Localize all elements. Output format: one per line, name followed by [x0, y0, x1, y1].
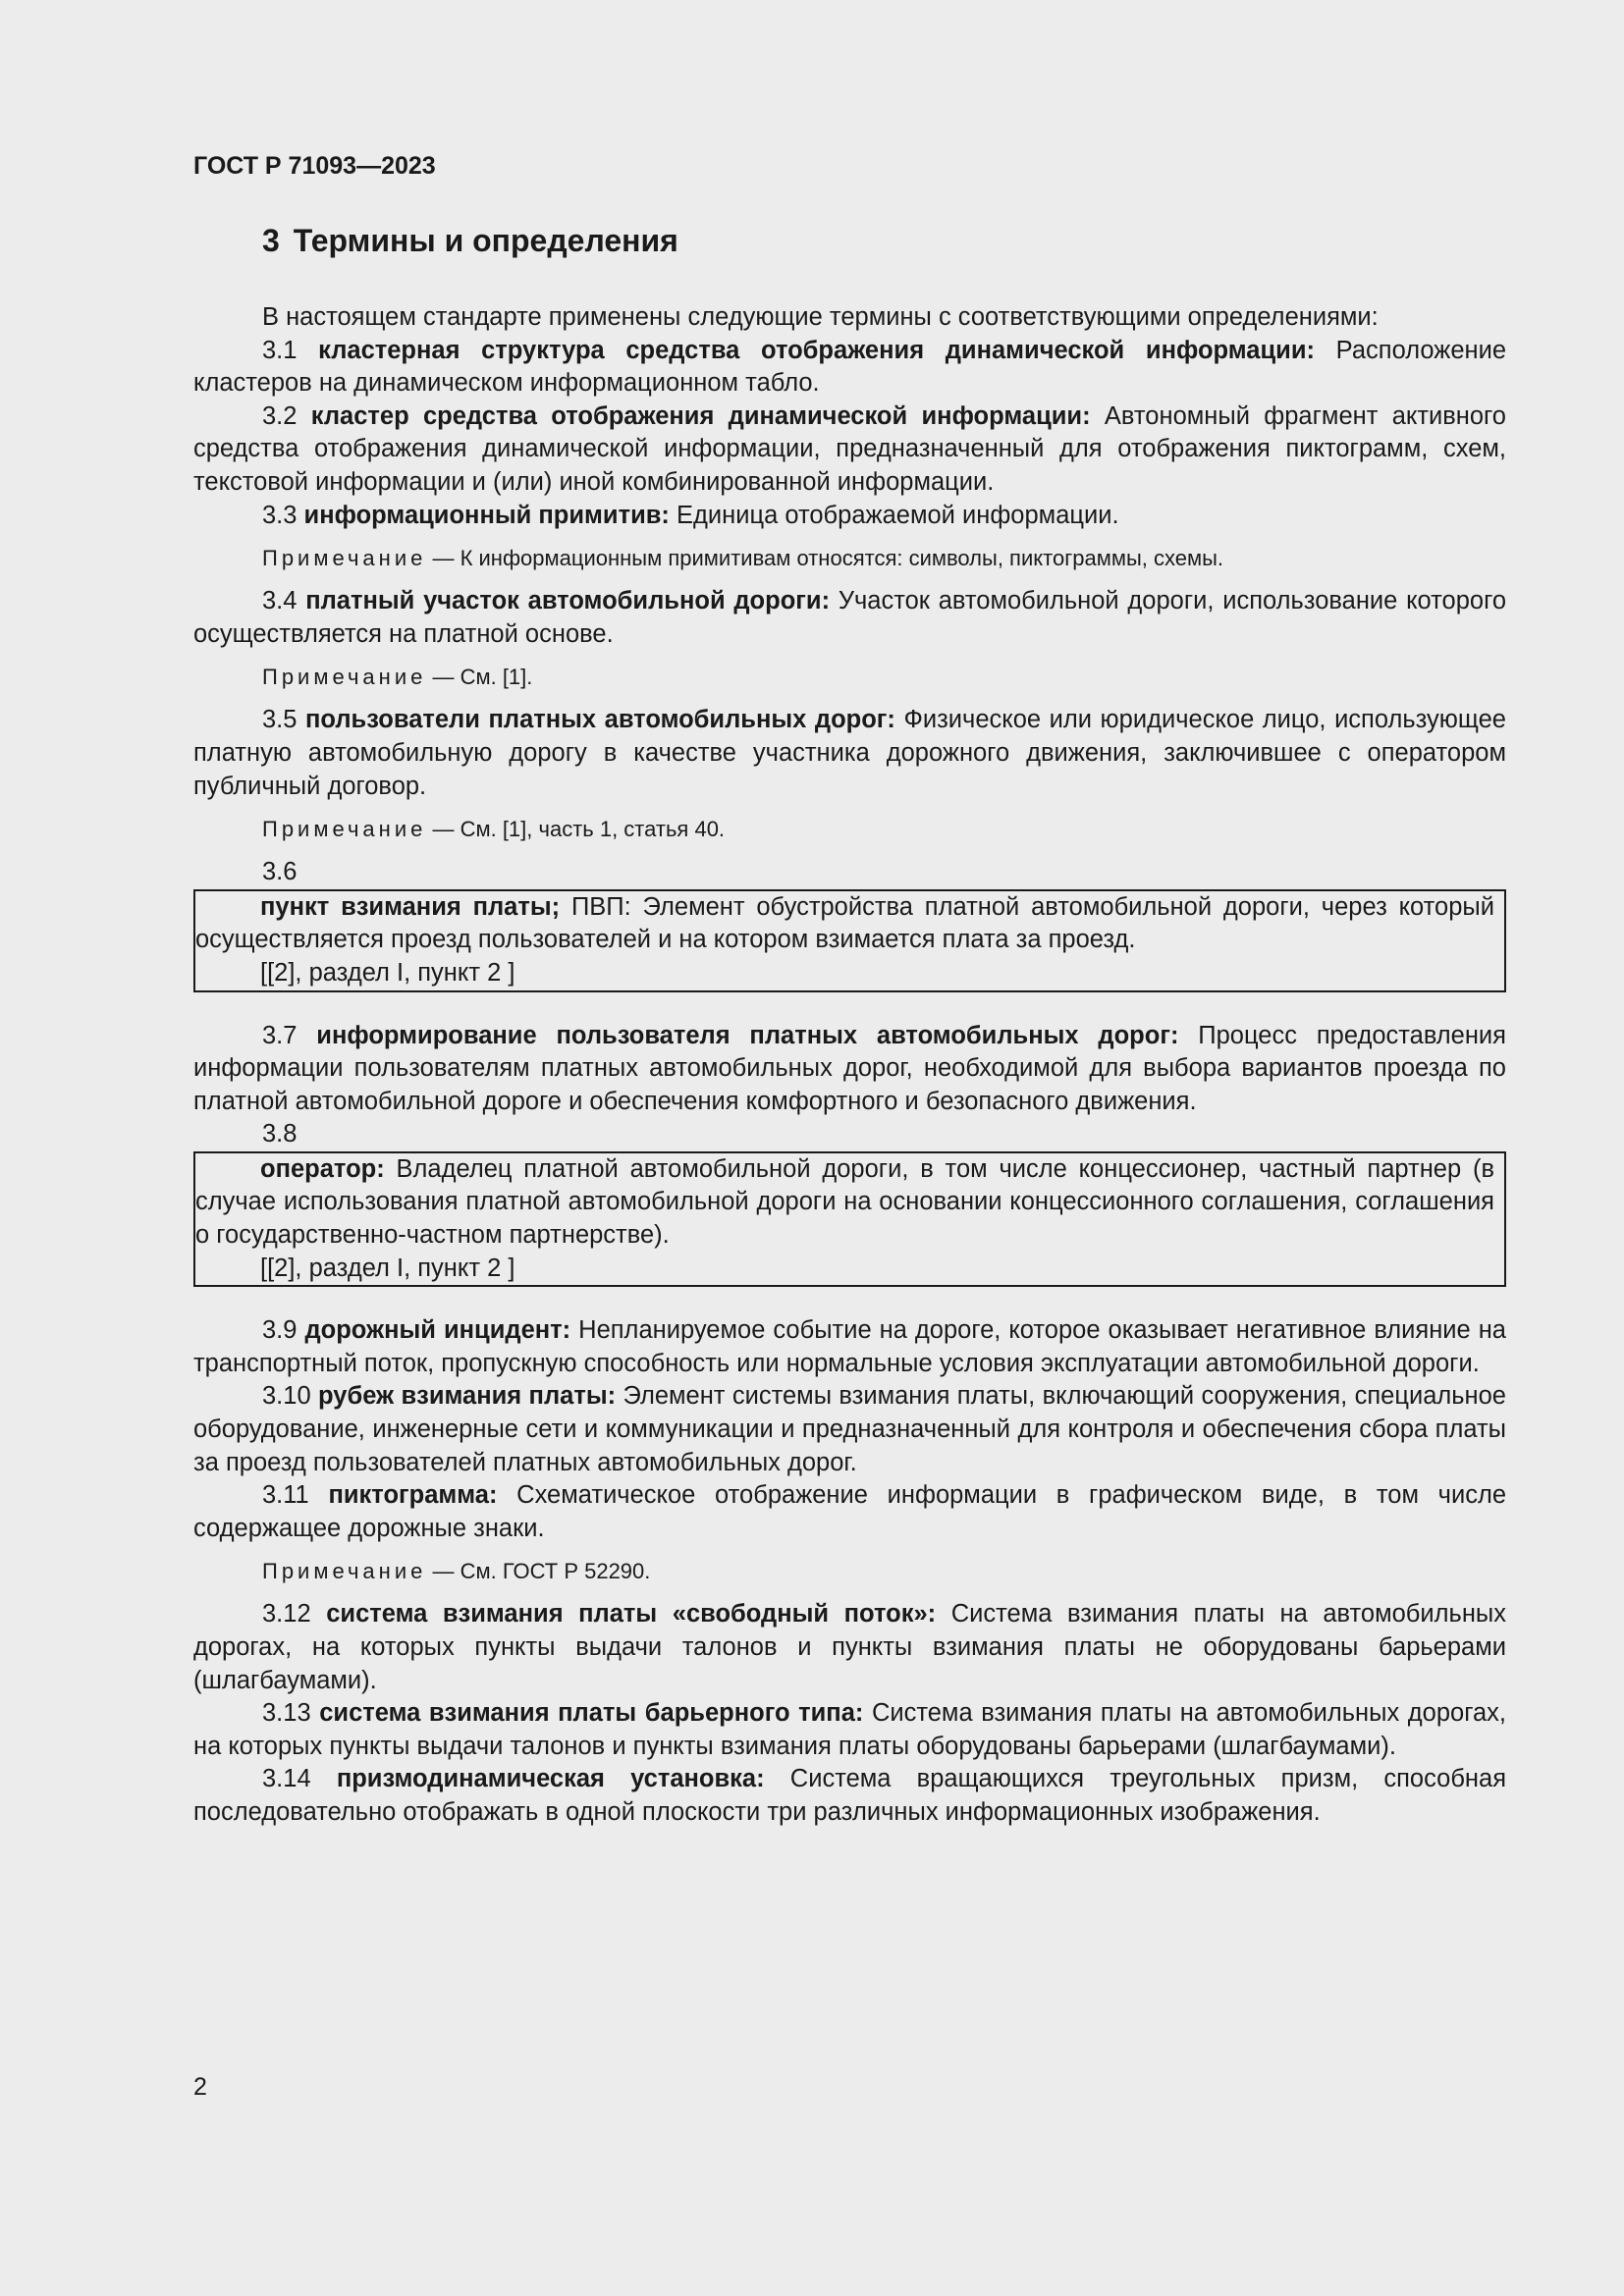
document-code-header: ГОСТ Р 71093—2023 — [193, 152, 436, 180]
term-name: оператор: — [260, 1154, 385, 1183]
term-entry-3-9 — [193, 1314, 1506, 1380]
note-text: — См. ГОСТ Р 52290. — [432, 1559, 651, 1584]
source-reference: [[2], раздел I, пункт 2 ] — [260, 1254, 515, 1282]
entry-number: 3.11 — [262, 1481, 309, 1510]
entry-number: 3.2 — [262, 401, 298, 430]
term-entry-3-3 — [193, 500, 1506, 533]
note-label: Примечание — [262, 665, 427, 690]
boxed-term-3-6 — [193, 889, 1506, 992]
note-text: — См. [1]. — [432, 665, 533, 690]
term-entry-3-4 — [193, 585, 1506, 651]
entry-number: 3.4 — [262, 587, 298, 615]
section-heading — [262, 221, 1506, 260]
term-name: система взимания платы «свободный поток»: — [326, 1600, 937, 1629]
source-reference: [[2], раздел I, пункт 2 ] — [260, 958, 515, 987]
term-definition: Владелец платной автомобильной дороги, в том числе концессионер, частный партнер (в случае использования платной автомобильной дороги на основании концессионного соглашения, соглашения о государственно-частном партнерстве). — [195, 1154, 1495, 1250]
term-entry-3-10 — [193, 1380, 1506, 1479]
entry-number: 3.5 — [262, 706, 298, 734]
term-definition: Система взимания платы на автомобильных дорогах, на которых пункты выдачи талонов и пункты взимания платы оборудованы барьерами (шлагбаумами). — [193, 1699, 1506, 1760]
term-definition: ПВП: Элемент обустройства платной автомобильной дороги, через который осуществляется проезд пользователей и на котором взимается плата за проезд. — [195, 892, 1494, 954]
section-number: 3 — [262, 223, 280, 258]
entry-number-3-8: 3.8 — [262, 1120, 298, 1148]
note-3-4 — [193, 663, 1506, 692]
term-name: пользователи платных автомобильных дорог: — [305, 706, 895, 734]
term-definition: Участок автомобильной дороги, использование которого осуществляется на платной основе. — [193, 587, 1506, 648]
note-3-11 — [193, 1557, 1506, 1586]
term-name: пиктограмма: — [328, 1481, 498, 1510]
term-name: система взимания платы барьерного типа: — [319, 1699, 864, 1728]
term-definition: Физическое или юридическое лицо, использующее платную автомобильную дорогу в качестве участника дорожного движения, заключившее с оператором публичный договор. — [193, 706, 1506, 800]
term-entry-3-7 — [193, 1020, 1506, 1119]
term-definition: Система вращающихся треугольных призм, способная последовательно отображать в одной плоскости три различных информационных изображения. — [193, 1765, 1507, 1826]
term-entry-3-6 — [195, 891, 1494, 957]
entry-number: 3.10 — [262, 1382, 311, 1411]
term-definition: Элемент системы взимания платы, включающий сооружения, специальное оборудование, инженерные сети и коммуникации и предназначенный для контроля и обеспечения сбора платы за проезд пользователей платных автомобильных дорог. — [193, 1382, 1506, 1476]
note-text: — К информационным примитивам относятся: символы, пиктограммы, схемы. — [432, 546, 1224, 571]
page-number: 2 — [193, 2073, 207, 2101]
note-text: — См. [1], часть 1, статья 40. — [432, 817, 726, 842]
term-entry-3-1 — [193, 335, 1506, 400]
entry-number: 3.12 — [262, 1600, 311, 1629]
term-name: дорожный инцидент: — [304, 1316, 571, 1345]
term-definition: Процесс предоставления информации пользователям платных автомобильных дорог, необходимой для выбора вариантов проезда по платной автомобильной дороге и обеспечения комфортного и безопасного движения. — [193, 1021, 1506, 1115]
term-entry-3-8 — [195, 1153, 1494, 1253]
term-name: кластер средства отображения динамической информации: — [310, 401, 1091, 430]
entry-number-3-6: 3.6 — [262, 858, 298, 886]
term-name: призмодинамическая установка: — [336, 1765, 765, 1793]
boxed-term-3-8 — [193, 1151, 1506, 1287]
note-3-5 — [193, 815, 1506, 844]
intro-paragraph: В настоящем стандарте применены следующие термины с соответствующими определениями: — [262, 303, 1379, 331]
note-3-3 — [193, 544, 1506, 573]
entry-number: 3.1 — [262, 336, 298, 364]
note-label: Примечание — [262, 546, 427, 571]
term-entry-3-14 — [193, 1763, 1506, 1829]
section-body — [193, 221, 1506, 1830]
term-name: информирование пользователя платных автомобильных дорог: — [316, 1021, 1179, 1049]
note-label: Примечание — [262, 817, 427, 842]
term-entry-3-11 — [193, 1479, 1506, 1545]
term-entry-3-2 — [193, 400, 1506, 500]
entry-number: 3.13 — [262, 1699, 311, 1728]
entry-number: 3.14 — [262, 1765, 311, 1793]
entry-number: 3.9 — [262, 1316, 298, 1345]
term-name: платный участок автомобильной дороги: — [305, 587, 831, 615]
term-entry-3-5 — [193, 704, 1506, 803]
section-title: Термины и определения — [293, 223, 678, 258]
term-name: информационный примитив: — [303, 501, 670, 529]
term-name: пункт взимания платы; — [260, 892, 561, 921]
term-definition: Автономный фрагмент активного средства отображения динамической информации, предназначенный для отображения пиктограмм, схем, текстовой информации и (или) иной комбинированной информации. — [193, 401, 1506, 496]
term-definition: Расположение кластеров на динамическом информационном табло. — [193, 336, 1507, 398]
term-name: кластерная структура средства отображения динамической информации: — [318, 336, 1315, 364]
term-definition: Система взимания платы на автомобильных дорогах, на которых пункты выдачи талонов и пункты взимания платы не оборудованы барьерами (шлагбаумами). — [193, 1600, 1506, 1694]
term-entry-3-12 — [193, 1598, 1506, 1697]
entry-number: 3.7 — [262, 1021, 298, 1049]
term-definition: Схематическое отображение информации в графическом виде, в том числе содержащее дорожные знаки. — [193, 1481, 1507, 1542]
entry-number: 3.3 — [262, 501, 298, 529]
note-label: Примечание — [262, 1559, 427, 1584]
term-definition: Непланируемое событие на дороге, которое оказывает негативное влияние на транспортный поток, пропускную способность или нормальные условия эксплуатации автомобильной дороги. — [193, 1316, 1506, 1377]
term-definition: Единица отображаемой информации. — [677, 501, 1119, 529]
term-name: рубеж взимания платы: — [318, 1382, 617, 1411]
term-entry-3-13 — [193, 1697, 1506, 1763]
